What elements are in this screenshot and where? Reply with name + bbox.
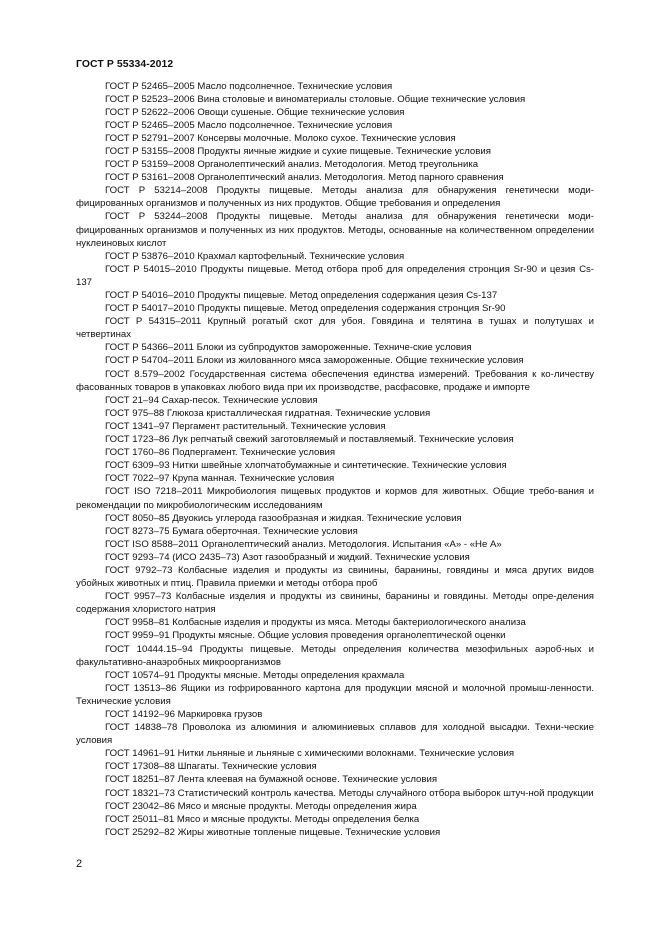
reference-item: ГОСТ 6309–93 Нитки швейные хлопчатобумажные и синтетические. Технические условия: [105, 460, 507, 472]
reference-item: ГОСТ Р 53161–2008 Органолептический анализ. Методология. Метод парного сравнения: [105, 172, 504, 184]
reference-item: ГОСТ 25292–82 Жиры животные топленые пищевые. Технические условия: [105, 826, 441, 838]
reference-item: ГОСТ 18251–87 Лента клеевая на бумажной основе. Технические условия: [105, 774, 438, 786]
reference-item: ГОСТ 23042–86 Мясо и мясные продукты. Методы определения жира: [105, 800, 417, 812]
reference-item: ГОСТ 17308–88 Шпагаты. Технические условия: [105, 761, 317, 773]
reference-item: ГОСТ 14192–96 Маркировка грузов: [105, 709, 263, 720]
reference-item: ГОСТ Р 52791–2007 Консервы молочные. Молоко сухое. Технические условия: [105, 132, 456, 144]
reference-item: ГОСТ 10574–91 Продукты мясные. Методы определения крахмала: [105, 669, 405, 681]
reference-item: ГОСТ Р 54015–2010 Продукты пищевые. Метод отбора проб для определения стронция Sr-90 и цезия Cs-137: [76, 263, 594, 288]
reference-item: ГОСТ Р 52622–2006 Овощи сушеные. Общие технические условия: [105, 106, 405, 118]
page-number: 2: [76, 858, 83, 870]
reference-item: ГОСТ 7022–97 Крупа манная. Технические условия: [105, 473, 335, 485]
reference-item: ГОСТ 10444.15–94 Продукты пищевые. Методы определения количества мезофильных аэроб-ных и факультативно-анаэробных микроорганизмов: [76, 643, 594, 668]
reference-item: ГОСТ 14961–91 Нитки льняные и льняные с химическими волокнами. Технические условия: [105, 748, 515, 760]
reference-item: ГОСТ 975–88 Глюкоза кристаллическая гидратная. Технические условия: [105, 407, 431, 419]
reference-item: ГОСТ Р 52465–2005 Масло подсолнечное. Технические условия: [105, 80, 393, 92]
reference-item: ГОСТ 9293–74 (ИСО 2435–73) Азот газообразный и жидкий. Технические условия: [105, 551, 470, 563]
reference-item: ГОСТ ISO 7218–2011 Микробиология пищевых продуктов и кормов для животных. Общие требо-вания и рекомендации по микробиологическим исследованиям: [76, 486, 594, 511]
reference-item: ГОСТ Р 53876–2010 Крахмал картофельный. Технические условия: [105, 250, 405, 262]
reference-item: ГОСТ 9959–91 Продукты мясные. Общие условия проведения органолептической оценки: [105, 630, 506, 642]
reference-item: ГОСТ 8.579–2002 Государственная система обеспечения единства измерений. Требования к ко-личеству фасованных товаров в упаковках любого вида при их производстве, расфасовке, продаже и импорте: [76, 368, 594, 393]
reference-item: ГОСТ 9792–73 Колбасные изделия и продукты из свинины, баранины, говядины и мяса других видов убойных животных и птиц. Правила приемки и методы отбора проб: [76, 564, 594, 590]
reference-item: ГОСТ 8050–85 Двуокись углерода газообразная и жидкая. Технические условия: [105, 512, 462, 524]
reference-item: ГОСТ 18321–73 Статистический контроль качества. Методы случайного отбора выборок штуч-ной продукции: [105, 787, 594, 799]
reference-item: ГОСТ ISO 8588–2011 Органолептический анализ. Методология. Испытания «A» - «Не A»: [105, 538, 502, 550]
reference-item: ГОСТ 13513–86 Ящики из гофрированного картона для продукции мясной и молочной промыш-ленности. Технические условия: [76, 682, 594, 707]
reference-item: ГОСТ Р 53159–2008 Органолептический анализ. Методология. Метод треугольника: [105, 159, 479, 171]
reference-item: ГОСТ Р 53214–2008 Продукты пищевые. Методы анализа для обнаружения генетически моди-фицированных организмов и полученных из них продуктов. Общие требования и определения: [76, 185, 594, 210]
reference-item: ГОСТ 14838–78 Проволока из алюминия и алюминиевых сплавов для холодной высадки. Техни-ческие условия: [76, 722, 594, 747]
document-header: ГОСТ Р 55334-2012: [76, 59, 174, 70]
reference-item: ГОСТ 1341–97 Пергамент растительный. Технические условия: [105, 420, 386, 432]
reference-item: ГОСТ Р 53155–2008 Продукты яичные жидкие и сухие пищевые. Технические условия: [105, 145, 491, 157]
reference-item: ГОСТ 25011–81 Мясо и мясные продукты. Методы определения белка: [105, 813, 420, 825]
normative-references-list: [76, 80, 594, 839]
reference-item: ГОСТ Р 54704–2011 Блоки из жилованного мяса замороженные. Общие технические условия: [105, 355, 524, 367]
reference-item: ГОСТ 9957–73 Колбасные изделия и продукты из свинины, баранины и говядины. Методы опре-деления содержания хлористого натрия: [76, 591, 594, 616]
reference-item: ГОСТ Р 54016–2010 Продукты пищевые. Метод определения содержания цезия Cs-137: [105, 290, 498, 301]
reference-item: ГОСТ 9958–81 Колбасные изделия и продукты из мяса. Методы бактериологического анализа: [105, 617, 526, 629]
reference-item: ГОСТ 21–94 Сахар-песок. Технические условия: [105, 394, 318, 406]
reference-item: ГОСТ Р 54366–2011 Блоки из субпродуктов замороженные. Техниче-ские условия: [105, 342, 472, 354]
reference-item: ГОСТ 8273–75 Бумага оберточная. Технические условия: [105, 525, 358, 537]
reference-item: ГОСТ Р 52523–2006 Вина столовые и виноматериалы столовые. Общие технические условия: [105, 93, 526, 105]
reference-item: ГОСТ Р 52465–2005 Масло подсолнечное. Технические условия: [105, 119, 393, 131]
reference-item: ГОСТ 1760–86 Подпергамент. Технические условия: [105, 447, 336, 459]
reference-item: ГОСТ Р 54315–2011 Крупный рогатый скот для убоя. Говядина и телятина в тушах и полутушах и четвертинах: [76, 316, 594, 341]
reference-item: ГОСТ 1723–86 Лук репчатый свежий заготовляемый и поставляемый. Технические условия: [105, 434, 514, 446]
reference-item: ГОСТ Р 54017–2010 Продукты пищевые. Метод определения содержания стронция Sr-90: [105, 303, 506, 315]
reference-item: ГОСТ Р 53244–2008 Продукты пищевые. Методы анализа для обнаружения генетически моди-фицированных организмов и полученных из них продуктов. Методы, основанные на количественном определении нуклеиновых кислот: [76, 211, 594, 249]
